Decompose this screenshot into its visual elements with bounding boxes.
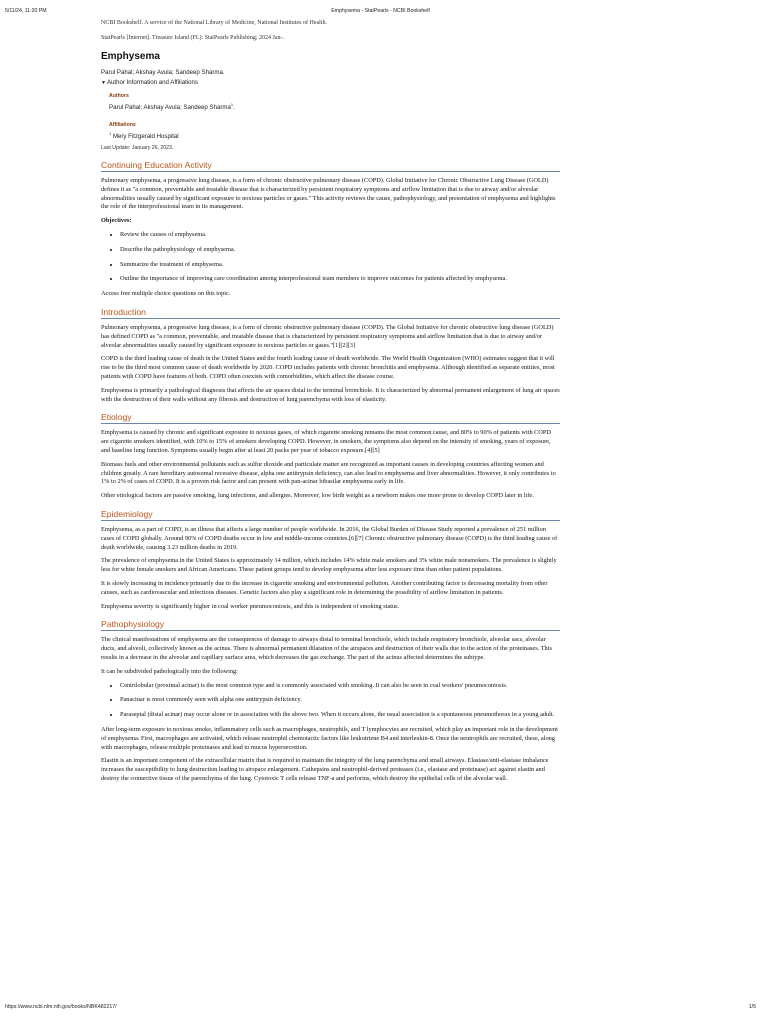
intro-paragraph-1: Pulmonary emphysema, a progressive lung disease, is a form of chronic obstructive pulmonary disease (COPD). The Global Initiative for chronic obstructive lung disease (GOLD) has defined COPD as "a common, preventable, and treatable disease that is characterized by persistent respiratory symptoms and airflow limitation that is due to airway and/or alveolar abnormalities usually caused by significant exposure to noxious particles or gases."[1][2][3] [101, 324, 554, 349]
print-page-number: 1/5 [748, 1004, 756, 1010]
triangle-down-icon: ▼ [101, 80, 106, 86]
authors-detail-names: Parul Pahal; Akshay Avula; Sandeep Sharma [109, 104, 231, 112]
pathophysiology-paragraph-1: The clinical manifestations of emphysema are the consequences of damage to airways distal to terminal bronchiole, which include respiratory bronchiole, alveolar sacs, alveolar ducts, and alveoli, collectively known as the acinus. There is abnormal permanent dilatation of the airspaces and destruction of their walls due to the action of the proteinases. This results in a decrease in the alveolar and capillary surface area, which decreases the gas exchange. The part of the acinus affected determines the subtype. [101, 636, 552, 661]
epidemiology-paragraph-2: The prevalence of emphysema in the United States is approximately 14 million, which includes 14% white male smokers and 3% white male nonsmokers. The prevalence is slightly less for white female smokers and African Americans. These patient groups tend to develop emphysema after less exposure time than other patient populations. [101, 557, 557, 574]
list-item: • Paraseptal (distal acinar) may occur alone or in association with the above two. When it occurs alone, the usual association is a spontaneous pneumothorax in a young adult. [120, 711, 560, 720]
print-url: https://www.ncbi.nlm.nih.gov/books/NBK482217/ [5, 1004, 117, 1010]
author-info-label: Author Information and Affiliations [106, 79, 198, 86]
intro-paragraph-2: COPD is the third leading cause of death in the United States and the fourth leading cause of death worldwide. The World Health Organization (WHO) estimates suggest that it will rise to be the third most common cause of death worldwide by 2020. COPD includes patients with chronic bronchitis and emphysema. Although identified as separate entities, most patients with COPD have features of both. COPD often coexists with comorbidities, which affect the disease course. [101, 355, 555, 381]
affiliation-text: Mery Fitzgerald Hospital [112, 133, 179, 141]
pathophysiology-paragraph-2: It can be subdivided pathologically into the following: [101, 667, 238, 675]
section-heading-continuing-education: Continuing Education Activity [101, 160, 560, 172]
article-page [101, 18, 560, 784]
list-item: • Review the causes of emphysema. [120, 231, 560, 240]
affiliation-line [109, 131, 560, 140]
intro-paragraph-3: Emphysema is primarily a pathological diagnosis that affects the air spaces distal to the terminal bronchiole. It is characterized by abnormal permanent enlargement of lung air spaces with the destruction of their walls without any fibrosis and destruction of lung parenchyma with loss of elasticity. [101, 386, 560, 403]
affiliations-heading: Affiliations [109, 122, 136, 129]
page-title: Emphysema [101, 51, 160, 62]
authors-heading: Authors [109, 93, 129, 99]
list-item: • Centrilobular (proximal acinar) is the most common type and is commonly associated with smoking. It can also be seen in coal workers' pneumoconiosis. [120, 682, 560, 691]
print-timestamp: 5/11/24, 11:20 PM [5, 8, 47, 14]
authors-line: Parul Pahal; Akshay Avula; Sandeep Sharma. [101, 69, 225, 76]
etiology-paragraph-2: Biomass fuels and other environmental pollutants such as sulfur dioxide and particulate matter are recognized as important causes in developing countries affecting women and children greatly. A rare hereditary autosomal recessive disease, alpha one antitrypsin deficiency, can also lead to emphysema and liver abnormalities. However, it only contributes to 1% to 2% of cases of COPD. It is a proven risk factor and can present with pan-acinar bibasilar emphysema early in life. [101, 460, 556, 486]
etiology-paragraph-1: Emphysema is caused by chronic and significant exposure to noxious gases, of which cigarette smoking remains the most common cause, and 80% to 90% of patients with COPD are cigarette smokers identified, with 10% to 15% of smokers developing COPD. However, in smokers, the symptoms also depend on the intensity of smoking, years of exposure, and baseline lung function. Symptoms usually begin after at least 20 packs per year of tobacco exposure.[4][5] [101, 429, 551, 454]
objectives-list [101, 231, 560, 284]
section-heading-epidemiology: Epidemiology [101, 509, 560, 521]
authors-sup: 1 [230, 102, 234, 107]
citation-line: StatPearls [Internet]. Treasure Island (FL): StatPearls Publishing; 2024 Jan-. [101, 35, 284, 41]
section-heading-introduction: Introduction [101, 307, 560, 319]
section-heading-pathophysiology: Pathophysiology [101, 619, 560, 631]
ce-paragraph: Pulmonary emphysema, a progressive lung disease, is a form of chronic obstructive pulmonary disease (COPD). Global Initiative for Chronic Obstructive Lung Disease (GOLD) defines it as "a common, preventable and treatable disease that is characterized by persistent respiratory symptoms and airflow limitation that is due to airway and/or alveolar abnormalities usually caused by significant exposure to noxious particles or gases." This activity reviews the cause, pathophysiology, and presentation of emphysema and highlights the role of the interprofessional team in its management. [101, 177, 556, 211]
print-header [5, 8, 756, 18]
print-footer [5, 1004, 756, 1014]
list-item: • Summarize the treatment of emphysema. [120, 261, 560, 270]
epidemiology-paragraph-4: Emphysema severity is significantly higher in coal worker pneumoconiosis, and this is independent of smoking status. [101, 602, 400, 610]
epidemiology-paragraph-1: Emphysema, as a part of COPD, is an illness that affects a large number of people worldwide. In 2016, the Global Burden of Disease Study reported a prevalence of 251 million cases of COPD globally. Around 90% of COPD deaths occur in low and middle-income countries.[6][7] Chronic obstructive pulmonary disease (COPD) is the third leading cause of death worldwide, causing 3.23 million deaths in 2019. [101, 525, 558, 551]
etiology-paragraph-3: Other etiological factors are passive smoking, lung infections, and allergies. Moreover, low birth weight as a newborn makes one more prone to develop COPD later in life. [101, 492, 534, 500]
epidemiology-paragraph-3: It is slowly increasing in incidence primarily due to the increase in cigarette smoking and environmental pollution. Another contributing factor is decreasing mortality from other causes, such as cardiovascular and infectious diseases. Genetic factors also play a significant role in determining the possibility of airflow limitation in patients. [101, 579, 548, 596]
author-info-toggle[interactable] [101, 79, 560, 86]
list-item: • Panacinar is most commonly seen with alpha one antitrypsin deficiency. [120, 696, 560, 705]
section-heading-etiology: Etiology [101, 412, 560, 424]
ncbi-banner: NCBI Bookshelf. A service of the National Library of Medicine, National Institutes of Health. [101, 20, 327, 26]
pathophysiology-paragraph-4: Elastin is an important component of the extracellular matrix that is required to maintain the integrity of the lung parenchyma and small airways. Elastase/anti-elastase imbalance increases the susceptibility to lung destruction leading to airspace enlargement. Cathepsins and neutrophil-derived proteases (i.e., elastase and proteinase) act against elastin and destroy the connective tissue of the parenchyma of the lung. Cytotoxic T cells release TNF-a and perforins, which destroy the epithelial cells of the alveolar wall. [101, 757, 549, 782]
subtype-list [101, 682, 560, 720]
author-info-panel [109, 93, 560, 140]
affiliation-sup: 1 [109, 131, 112, 137]
authors-detail: Parul Pahal; Akshay Avula; Sandeep Sharma$^1$. [109, 102, 235, 112]
last-update: Last Update: January 26, 2023. [101, 145, 174, 152]
print-page-title: Emphysema - StatPearls - NCBI Bookshelf [331, 8, 430, 14]
objectives-label: Objectives: [101, 217, 132, 225]
pathophysiology-paragraph-3: After long-term exposure to noxious smoke, inflammatory cells such as macrophages, neutrophils, and T lymphocytes are recruited, which play an important role in the development of emphysema. First, macrophages are activated, which release neutrophil chemotactic factors like leukotriene B4 and interleukin-8. Once the neutrophils are recruited, these, along with macrophages, release multiple proteinases and lead to mucus hypersecretion. [101, 725, 558, 751]
mcq-access-link[interactable]: Access free multiple choice questions on this topic. [101, 290, 231, 298]
list-item: • Describe the pathophysiology of emphysema. [120, 246, 560, 255]
list-item: • Outline the importance of improving care coordination among interprofessional team members to improve outcomes for patients affected by emphysema. [120, 275, 560, 284]
